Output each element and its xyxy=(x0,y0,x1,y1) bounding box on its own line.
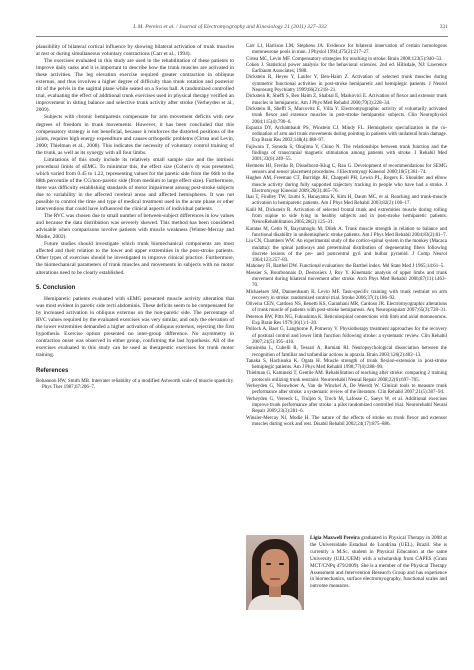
body-paragraph: Future studies should investigate which trunk biomechanical components are most affected and their relation to the lower and upper extremities in the post-stroke patients. Other types of exercises should be investigated to improve clinical practice. Furthermore, the biomechanical parameters of trunk muscles and movements in subjects with no motor alterations need to be clearly established. xyxy=(36,241,234,276)
reference-item: Sonsinsha L, Cubelli R, Tessari A, Rumiati RI. Neuropsychological dissociation between the recognition of familiar and unfamiliar actions in apraxia. Brain 2003;126(2):402–13. xyxy=(246,346,447,358)
running-header xyxy=(36,24,448,37)
reference-item: Liu CN, Chambers WW. An experimental study of the cortico-spinal system in the monkey (Macaca mulatta): the spinal pathways and preterminal distribution of degenerating fibers following discrete lesions of the pre- and postcentral gyri and bulbar pyramid. J Comp Neurol 1964;123:257–83. xyxy=(246,239,447,264)
left-column xyxy=(36,44,234,392)
references-heading: References xyxy=(36,368,69,375)
right-column-references xyxy=(246,44,447,428)
reference-item: Pollock A, Baer G, Langhorne P, Pomeroy V. Physiotherapy treatment approaches for the recovery of postural control and lower limb function following stroke: a systematic review. Clin Rehabil 2007;21(5):395–410. xyxy=(246,327,447,345)
author-bio xyxy=(246,535,447,635)
reference-item: Cohen J. Statistical power analysis for the behavioral sciences. 2nd ed. Hillsdale, NJ: Lawrence Earlbaum Associates; 1988. xyxy=(246,62,447,75)
body-paragraph: plausibility of bilateral cortical influence by showing bilateral activation of trunk muscles at rest or during simultaneous voluntary contractions (Carr et al., 1994). xyxy=(36,44,234,58)
reference-item: Esparza DY, Archambault PS, Winstein CJ, Mindy FL. Hemispheric specialization in the co-ordination of arm and trunk movements during pointing in patients with unilateral brain damage. Exp Brain Res 2003;148(4):488–97. xyxy=(246,125,447,144)
reference-item: Messier S, Bourbonnais D, Desrosiers J, Roy Y. Kinematic analysis of upper limbs and trunk movement during bilateral movement after stroke. Arch Phys Med Rehabil 2006;87(11):1463–70. xyxy=(246,270,447,289)
journal-citation: L.M. Pereira et al. / Journal of Electromyography and Kinesiology 21 (2011) 327–332 xyxy=(133,24,327,30)
reference-item: Mahoney FI, Barthel DW. Functional evaluation: the Barthel index. Md State Med J 1965;14:61–5. xyxy=(246,264,445,270)
reference-item: Verheyden G, Vereeck L, Truijen S, Troch M, Lafosse C, Saeys W, et al. Additional exercises improve trunk performance after stroke: a pilot randomized controlled trial. Neurorehabil Neural Repair 2009;23(3):281–6. xyxy=(246,396,447,415)
reference-item: Dickstein R, Heyes Y, Laufer Y, Ben-Haim Z. Activation of selected trunk muscles during symmetric functional activities in post-stroke hemiparetic and hemiplegic patients. J Neurol Neurosurg Psychiatry 1999;66(2):218–21. xyxy=(246,75,447,94)
author-bio-text xyxy=(310,535,447,590)
reference-item: Fujiwara T, Sonoda S, Okajima Y, Chino N. The relationships between trunk function and the findings of transcranial magnetic stimulation among patients with stroke. J Rehabil Med 2001;33(6):249–55. xyxy=(246,144,447,163)
reference-item: Carr LJ, Harrison LM, Stephens JA. Evidence for bilateral innervation of certain homologous motoneurone pools in man. J Physiol 1994;475(2):217–27. xyxy=(246,44,447,56)
reference-item: Hughes AM, Freeman CT, Burridge JH, Chappell PH, Lewin PL, Rogers E. Shoulder and elbow muscle activity during fully supported trajectory tracking in people who have had a stroke. J Electromyogr Kinesiol 2009;20(3):465–76. xyxy=(246,176,447,194)
author-name: Ligia Maxwell Pereira xyxy=(310,535,360,541)
reference-item: Dickstein R, Sheffi S, Marcovitz E, Villa Y. Electromyographic activity of voluntarily activated trunk flexor and extensor muscles in post-stroke hemiparetic subjects. Clin Neurophysiol 2004;115(4):790–6. xyxy=(246,106,447,125)
page-number: 331 xyxy=(439,24,448,30)
reference-item: Kalil M, Dickstein R. Activation of selected frontal trunk and extremities muscle during rolling from supine to side lying in healthy subjects and in post-stroke hemiparetic patients. NeuroRehabilitation 2005;28(2):125–31. xyxy=(246,207,447,226)
reference-item: Tanaka S, Hachisuka K, Ogata H. Muscle strength of trunk flexion-extension in post-stroke hemiplegic patients. Am J Phys Med Rehabil 1998;77(4):288–90. xyxy=(246,358,447,371)
reference-item: Peterson BW, Pitts NG, Fukushima K. Reticulospinal connections with limb and axial motoneurons. Exp Brain Res 1979;36(1):1–20. xyxy=(246,314,447,327)
reference-item: Winsler-Mercay NJ, Modie H. The nature of the effects of stroke on trunk flexor and extensor muscles during work and rest. Disabil Rehabil 2002;24(17):875–886. xyxy=(246,415,447,427)
body-paragraph: Subjects with chronic hemiparesis compensate for arm movement deficits with new degrees of freedom in trunk movements. However, it has been concluded that this compensatory strategy is not beneficial, because it reinforces the distorted positions of the joints, requires high energy expenditure and causes orthopedic problems (Cirtea and Levin, 2000; Thielman et al., 2008). This indicates the necessity of voluntary control training of the trunk, as well as its synergy with all four limbs. xyxy=(36,114,234,156)
reference-item: Karatas M, Cetin N, Bayramoglu M, Dilek A. Trunk muscle strength in relation to balance and functional disability in unihemispheric stroke patients. Am J Phys Med Rehabil 2004;83(2):81–7. xyxy=(246,226,447,238)
reference-item: Michaelsen SM, Dannenbaum R, Levin MF. Task-specific training with trunk restraint on arm recovery in stroke: randomized control trial. Stroke 2006;37(1):186–92. xyxy=(246,289,447,301)
reference-item: Verheyden G, Nieuwboer A, Van de Winckel A, De Weerdt W. Clinical tools to measure trunk performance after stroke: a systematic review of the literature. Clin Rehabil 2007;21(5):387–94. xyxy=(246,384,447,396)
body-paragraph: The exercises evaluated in this study are used in the rehabilitation of these patients to improve daily tasks and it is important to describe how the trunk muscles are activated in these activities. The leg elevation exercise required greater contraction in obliquus externus, and thus involves a higher degree of difficulty than trunk rotation and posterior tilt of the pelvis in the sagittal plane while seated on a Swiss ball. A randomized controlled trial, evaluating the effect of additional trunk exercises used in physical therapy verified an improvement in sitting balance and selective trunk activity after stroke (Verheyden et al., 2009). xyxy=(36,58,234,114)
body-paragraph: The RVC was chosen due to small number of between-subject differences in low values and because the data distribution was severely skewed. This method has been considered advisable when comparisons involve patients with muscle weakness (Winter-Mercay and Modie, 2002). xyxy=(36,213,234,241)
reference-item: Dickstein R, Sheffi S, Ben Haim Z, Shabtai E, Markovici E. Activation of flexor and extensor trunk muscles in hemiparetic. Am J Phys Med Rehabil 2000;79(3):228–34. xyxy=(246,94,447,106)
reference-item: Oliveira CEN, Cardoso NS, Benetti KS, Garanhani MR, Cardoso JR. Electromyographic alterations of trunk muscle of patients with post-stroke hemiparesis. Arq Neuropsiquiatr 2007;65(3):728–31. xyxy=(246,302,447,314)
reference-item: Cirtea MC, Levin MF. Compensatory strategies for reaching in stroke. Brain 2000;123(5):940–53. xyxy=(246,56,443,62)
conclusion-paragraph: Hemiparetic patients evaluated with sEMG presented muscle activity alteration that was most evident in paretic side recti abdominis. These deficits seem to be compensated for by increased activation in obliquus externus on the non-paretic side. The percentage of RVC values required by the evaluated exercises was very similar, and only the elevation of the lower extremities demanded a higher activation of obliquus externus, rejecting the first hypothesis. Exercise option presented no inter-group difference. No asymmetry in contraction onset was observed in either group, confirming the last hypothesis. All of the exercises evaluated in this study can be used as therapeutic exercises for trunk motor training. xyxy=(36,295,234,358)
reference-item: Hermens HJ, Freriks B, Disselhorst-Klug C, Rau G. Development of recommendations for SEMG sensors and sensor placement procedures. J Electromyogr Kinesiol 2000;10(5):361–74. xyxy=(246,163,447,175)
author-bio-body: graduated in Physical Therapy in 2008 at the Universidade Estadual de Londrina (UEL), Brazil. She is currently a M.Sc. student in Physical Education at the same University (UEL/UEM) with a scholarship from CAPES (Grant MCT/CNPq 479/2009). She is a member of the Physical Therapy Assessment and Intervention Research Group and has experience in biomechanics, surface electromyography, functional scales and outcome measures. xyxy=(310,535,447,590)
conclusion-heading: 5. Conclusion xyxy=(36,284,76,291)
reference-item: Ikai T, Findley TW, Izumi S, Hanayama K, Kim H, Daum MC, et al. Reaching and trunk-muscle activation in hemiparetic patients. Am J Phys Med Rehabil 2003;82(2):108–17. xyxy=(246,195,447,207)
body-paragraph: Limitations of this study include its relatively small sample size and the intrinsic procedural limits of sEMG. To minimize this, the effect size (Cohen's d) was presented, which varied from 0.45 to 1.22, representing values for the paretic side from the 66th to the 88th percentile of the CG/non-paretic side (from medium to large effect size). Furthermore, there was difficulty establishing standards of motor impairment among post-stroke subjects due to variability in the affected cerebral areas and affected hemispheres. It was not possible to control the time and type of medical treatment used in the acute phase or other interventions that could have influenced the clinical aspects of individual patients. xyxy=(36,156,234,213)
reference-item: Bohannon RW, Smith MB. Interrater reliability of a modified Ashworth scale of muscle spasticity. Phys Ther 1987;67:206–7. xyxy=(36,379,234,391)
author-photo xyxy=(246,535,304,610)
reference-item: Thielman G, Kaminski T, Gentile AM. Rehabilitation of reaching after stroke: comparing 2 training protocols utilizing trunk restraint. Neurorehabil Neural Repair 2008;22(6):697–705. xyxy=(246,371,447,383)
reference-list-left xyxy=(36,379,234,392)
